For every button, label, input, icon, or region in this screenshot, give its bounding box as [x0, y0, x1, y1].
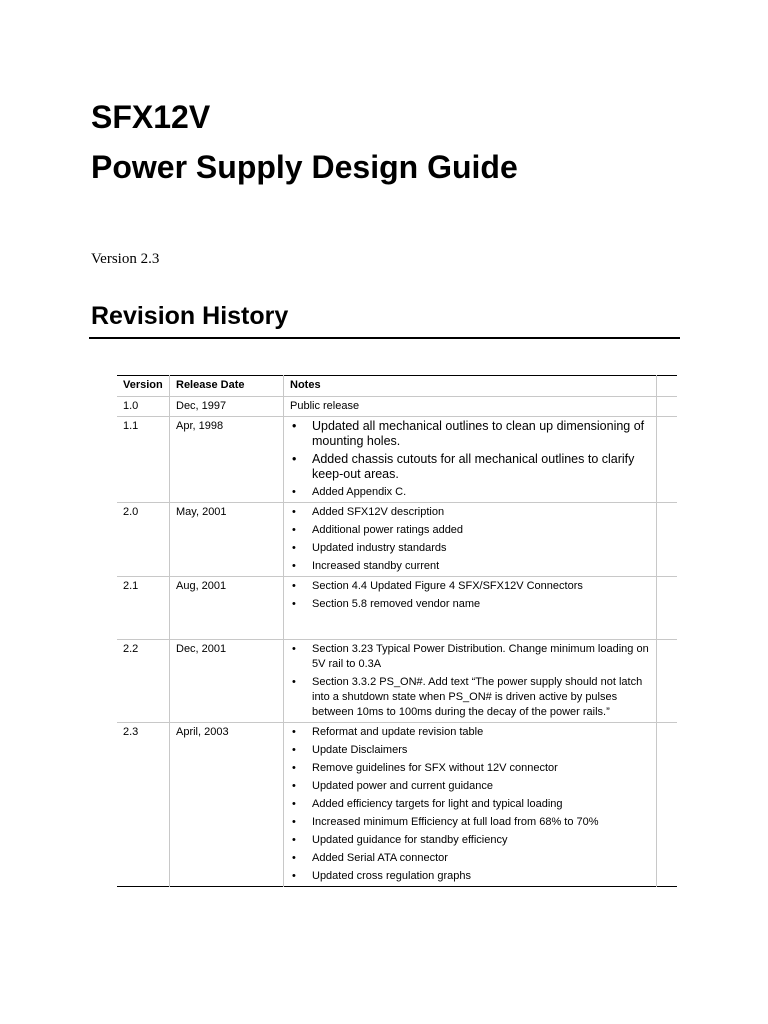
- list-item: • Added Appendix C.: [290, 485, 650, 500]
- column-header-release-date: Release Date: [170, 376, 284, 397]
- list-item: • Section 3.23 Typical Power Distribution. Change minimum loading on 5V rail to 0.3A: [290, 642, 650, 672]
- list-item: • Reformat and update revision table: [290, 725, 650, 740]
- cell-date: April, 2003: [170, 723, 284, 887]
- cell-blank: [657, 577, 678, 640]
- table-row: [117, 577, 677, 640]
- cell-date: Dec, 2001: [170, 640, 284, 723]
- cell-version: 1.0: [117, 397, 170, 417]
- list-item: • Added Serial ATA connector: [290, 851, 650, 866]
- list-item: • Increased minimum Efficiency at full load from 68% to 70%: [290, 815, 650, 830]
- heading-rule: [89, 337, 680, 339]
- list-item: • Added SFX12V description: [290, 505, 650, 520]
- list-item: • Section 5.8 removed vendor name: [290, 597, 650, 612]
- cell-note: Public release: [284, 397, 657, 417]
- column-header-version: Version: [123, 379, 163, 391]
- list-item: • Updated all mechanical outlines to clean up dimensioning of mounting holes.: [290, 419, 650, 449]
- table-row: [117, 723, 677, 887]
- cell-notes: [284, 417, 657, 503]
- document-title: SFX12V: [91, 99, 211, 135]
- list-item: • Updated industry standards: [290, 541, 650, 556]
- list-item: • Updated power and current guidance: [290, 779, 650, 794]
- list-item: • Update Disclaimers: [290, 743, 650, 758]
- cell-blank: [657, 397, 678, 417]
- cell-date: Aug, 2001: [170, 577, 284, 640]
- cell-notes: [284, 723, 657, 887]
- list-item: • Updated guidance for standby efficiency: [290, 833, 650, 848]
- section-heading: Revision History: [91, 302, 289, 330]
- cell-blank: [657, 503, 678, 577]
- table-row: [117, 417, 677, 503]
- cell-blank: [657, 640, 678, 723]
- cell-notes: [284, 577, 657, 640]
- cell-blank: [657, 417, 678, 503]
- list-item: • Updated cross regulation graphs: [290, 869, 650, 884]
- document-version: Version 2.3: [91, 251, 160, 267]
- table-header-row: [117, 376, 677, 397]
- table-row: [117, 640, 677, 723]
- cell-version: 2.0: [117, 503, 170, 577]
- cell-notes: [284, 503, 657, 577]
- list-item: • Remove guidelines for SFX without 12V connector: [290, 761, 650, 776]
- list-item: • Additional power ratings added: [290, 523, 650, 538]
- cell-date: May, 2001: [170, 503, 284, 577]
- revision-table: [117, 375, 677, 887]
- cell-version: 2.3: [117, 723, 170, 887]
- cell-version: 1.1: [117, 417, 170, 503]
- list-item: • Section 3.3.2 PS_ON#. Add text “The power supply should not latch into a shutdown state when PS_ON# is driven active by pulses between 10ms to 100ms during the decay of the power rails.”: [290, 675, 650, 720]
- list-item: • Added efficiency targets for light and typical loading: [290, 797, 650, 812]
- cell-version: 2.2: [117, 640, 170, 723]
- column-header-notes: Notes: [284, 376, 657, 397]
- column-header-blank: [657, 376, 678, 397]
- cell-version: 2.1: [117, 577, 170, 640]
- cell-date: Dec, 1997: [170, 397, 284, 417]
- document-subtitle: Power Supply Design Guide: [91, 149, 518, 185]
- list-item: • Section 4.4 Updated Figure 4 SFX/SFX12V Connectors: [290, 579, 650, 594]
- cell-blank: [657, 723, 678, 887]
- table-row: [117, 503, 677, 577]
- table-row: [117, 397, 677, 417]
- cell-notes: [284, 640, 657, 723]
- list-item: • Added chassis cutouts for all mechanical outlines to clarify keep-out areas.: [290, 452, 650, 482]
- cell-date: Apr, 1998: [170, 417, 284, 503]
- list-item: • Increased standby current: [290, 559, 650, 574]
